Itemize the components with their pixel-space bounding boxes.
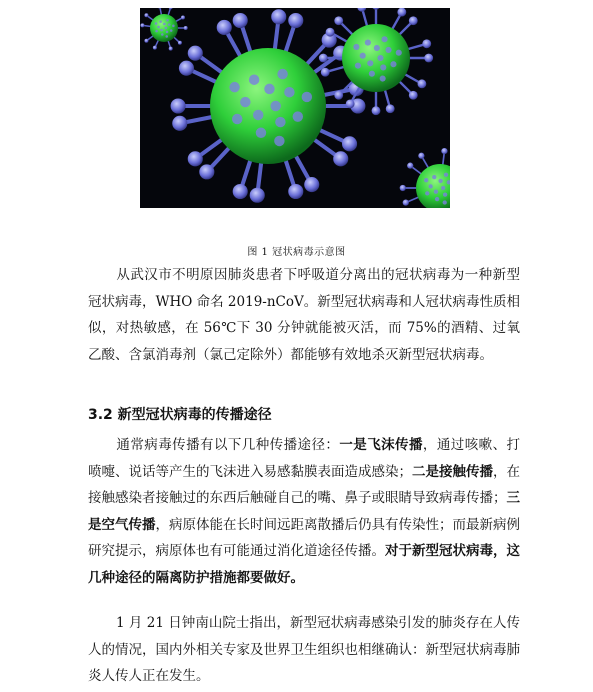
bold-droplet-transmission: 一是飞沫传播 <box>339 437 423 453</box>
coronavirus-illustration <box>140 8 450 208</box>
paragraph-text: 1 月 21 日钟南山院士指出，新型冠状病毒感染引发的肺炎存在人传人的情况，国内外相关专家及世界卫生组织也相继确认：新型冠状病毒肺炎人传人正在发生。 <box>88 615 520 684</box>
paragraph-text: 从武汉市不明原因肺炎患者下呼吸道分离出的冠状病毒为一种新型冠状病毒，WHO 命名 2019-nCoV。新型冠状病毒和人冠状病毒性质相似，对热敏感，在 56℃下 30 分钟就能被灭活，而 75%的酒精、过氧乙酸、含氯消毒剂（氯己定除外）都能够有效地杀灭新型冠状病毒。 <box>88 267 520 363</box>
bold-contact-transmission: 二是接触传播 <box>412 463 493 480</box>
bold-protection-note: 对于新型冠状病毒，这几种途径的隔离防护措施都要做好。 <box>88 543 520 586</box>
paragraph-human-transmission <box>88 610 520 690</box>
paragraph-transmission-routes <box>88 432 520 591</box>
bold-airborne-transmission: 三是空气传播 <box>88 490 520 533</box>
section-heading: 3.2 新型冠状病毒的传播途径 <box>88 407 272 423</box>
virus-particle-large <box>171 9 366 203</box>
text-intro: 通常病毒传播有以下几种传播途径： <box>116 437 340 453</box>
text-droplet: ，通过咳嗽、打喷嚏、说话等产生的飞沫进入易感黏膜表面造成感染； <box>88 437 521 480</box>
virus-particle-upper-right <box>319 8 433 115</box>
paragraph-virus-description <box>88 262 520 368</box>
coronavirus-image <box>140 8 450 208</box>
virus-particle-upper-left <box>140 8 187 51</box>
text-contact: ，在接触感染者接触过的东西后触碰自己的嘴、鼻子或眼睛导致病毒传播； <box>88 463 520 506</box>
figure-caption: 图 1 冠状病毒示意图 <box>247 247 346 258</box>
text-airborne: ，病原体能在长时间远距离散播后仍具有传染性；而最新病例研究提示，病原体也有可能通过消化道途径传播。 <box>88 516 520 559</box>
virus-particle-lower-right <box>400 148 450 208</box>
